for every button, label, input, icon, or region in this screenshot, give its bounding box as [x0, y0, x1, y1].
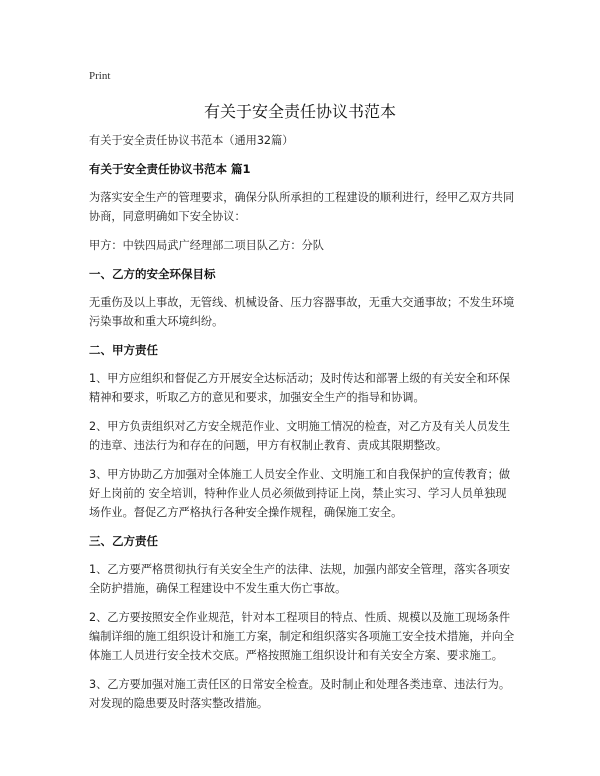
print-label: Print: [89, 70, 111, 82]
article-heading: 有关于安全责任协议书范本 篇1: [89, 162, 251, 176]
intro-paragraph: 为落实安全生产的管理要求，确保分队所承担的工程建设的顺利进行，经甲乙双方共同协商，同意明确如下安全协议：: [89, 191, 515, 223]
section-paragraph: 1、甲方应组织和督促乙方开展安全达标活动；及时传达和部署上级的有关安全和环保精神和要求，听取乙方的意见和要求，加强安全生产的指导和协调。: [89, 372, 511, 404]
section-paragraph: 1、乙方要严格贯彻执行有关安全生产的法律、法规，加强内部安全管理，落实各项安全防护措施，确保工程建设中不发生重大伤亡事故。: [89, 563, 511, 595]
section-heading-party-b: 三、乙方责任: [89, 534, 158, 548]
section-paragraph: 3、乙方要加强对施工责任区的日常安全检查。及时制止和处理各类违章、违法行为。对发现的隐患要及时落实整改措施。: [89, 678, 511, 710]
parties-paragraph: 甲方：中铁四局武广经理部二项目队乙方：分队: [89, 239, 324, 252]
section-paragraph: 2、乙方要按照安全作业规范，针对本工程项目的特点、性质、规模以及施工现场条件编制详细的施工组织设计和施工方案，制定和组织落实各项施工安全技术措施，并向全体施工人员进行安全技术交底。严格按照施工组织设计和有关安全方案、要求施工。: [89, 611, 515, 662]
section-paragraph: 2、甲方负责组织对乙方安全规范作业、文明施工情况的检查，对乙方及有关人员发生的违章、违法行为和存在的问题，甲方有权制止教育、责成其限期整改。: [89, 420, 511, 452]
section-heading-goals: 一、乙方的安全环保目标: [89, 267, 216, 281]
section-paragraph: 3、甲方协助乙方加强对全体施工人员安全作业、文明施工和自我保护的宣传教育；做好上岗前的 安全培训，特种作业人员必须做到持证上岗，禁止实习、学习人员单独现场作业。督促乙方严格执行各种安全操作规程，确保施工安全。: [89, 468, 511, 519]
document-body: [89, 131, 517, 723]
section-heading-party-a: 二、甲方责任: [89, 343, 158, 357]
document-subtitle: 有关于安全责任协议书范本（通用32篇）: [89, 134, 294, 147]
document-title: 有关于安全责任协议书范本: [203, 102, 396, 121]
section-paragraph: 无重伤及以上事故，无管线、机械设备、压力容器事故，无重大交通事故；不发生环境污染事故和重大环境纠纷。: [89, 296, 515, 328]
